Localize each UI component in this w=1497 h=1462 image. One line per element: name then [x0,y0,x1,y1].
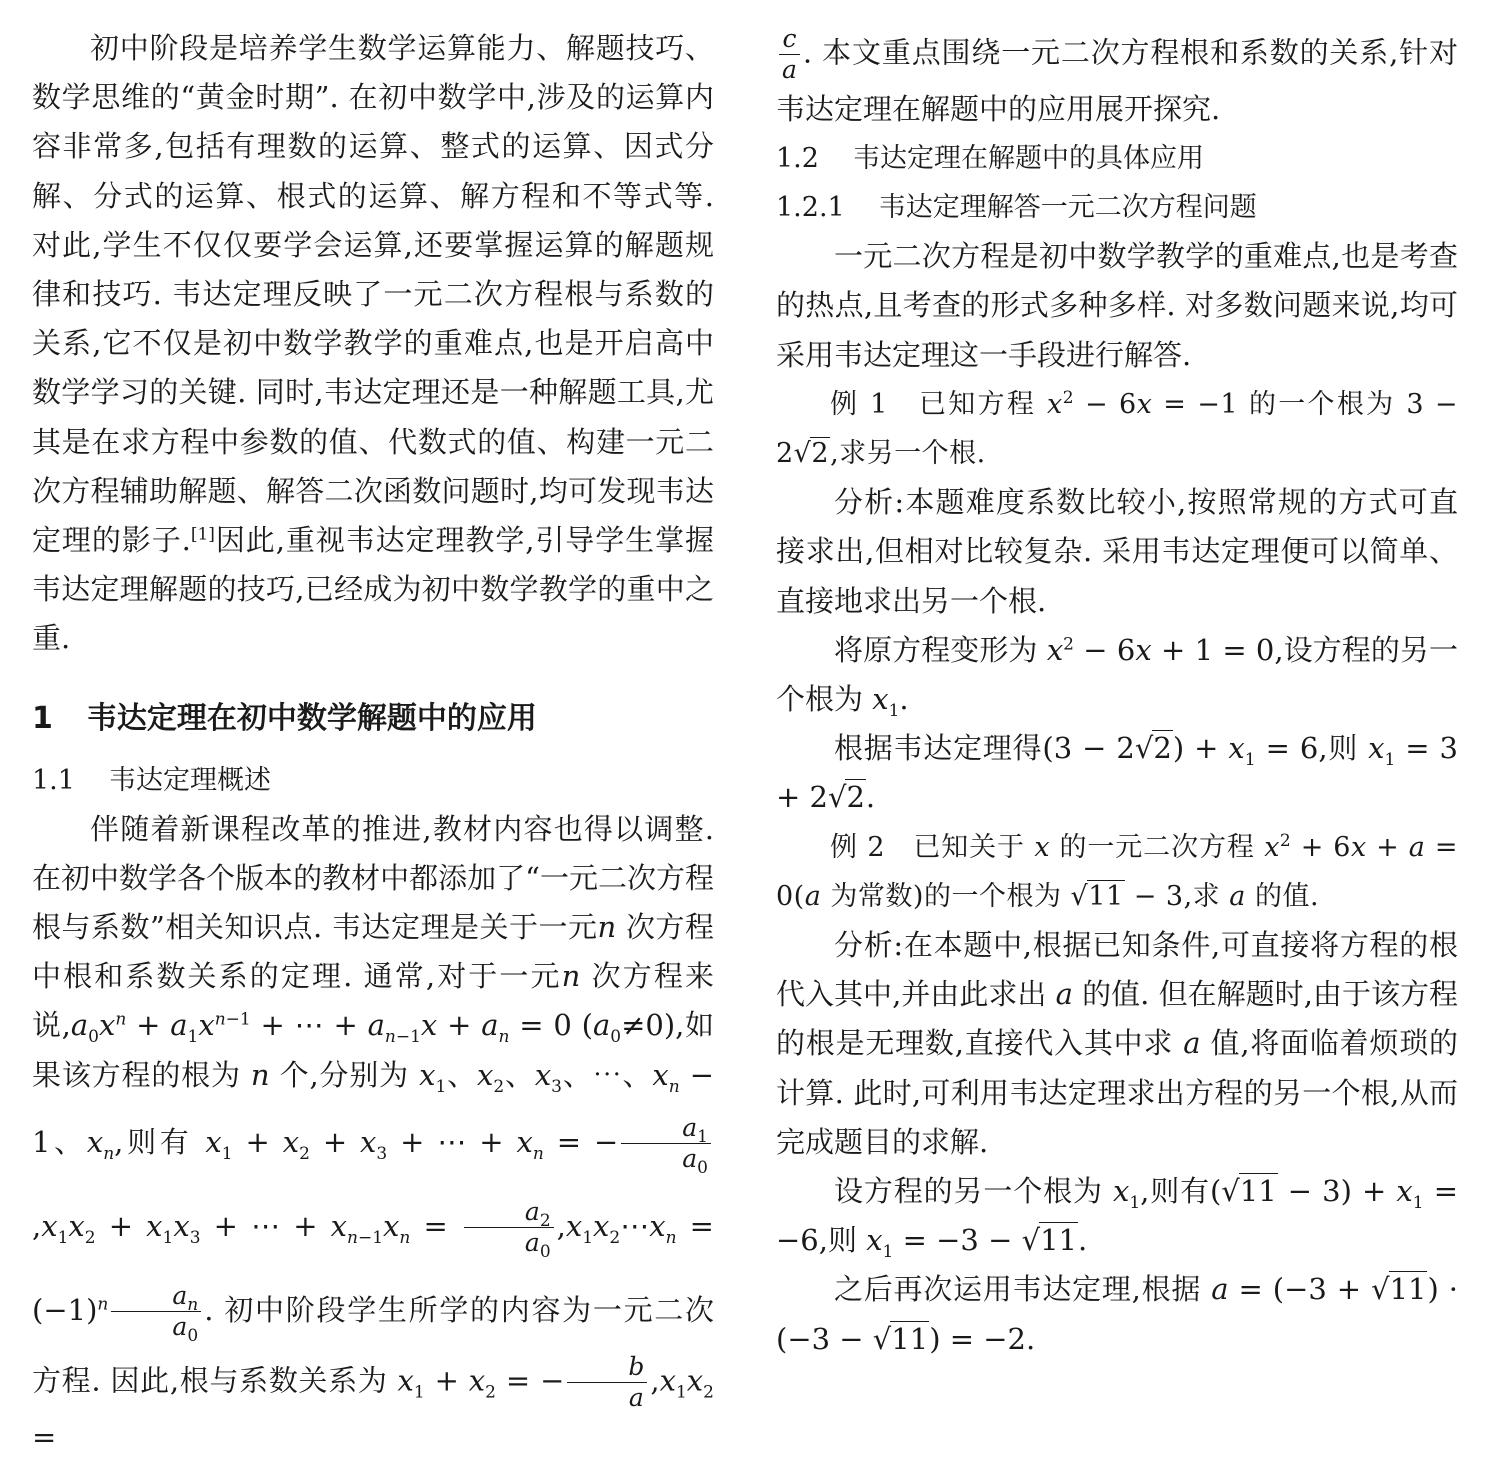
section-heading: 1 韦达定理在初中数学解题中的应用 [32,700,537,736]
example-1-step-1: 将原方程变形为 $x^2 - 6x + 1 = 0$,设方程的另一个根为 $x_1$. [776,632,1459,721]
fraction: $\frac{c}{a}$ [779,24,800,85]
left-column [32,24,714,1462]
quadratic-intro-paragraph: 一元二次方程是初中数学教学的重难点,也是考查的热点,且考查的形式多种多样. 对多数问题来说,均可采用韦达定理这一手段进行解答. [776,239,1458,372]
intro-paragraph: 初中阶段是培养学生数学运算能力、解题技巧、数学思维的“黄金时期”. 在初中数学中,涉及的运算内容非常多,包括有理数的运算、整式的运算、因式分解、分式的运算、根式的运算、解方程和不等式等. 对此,学生不仅仅要学会运算,还要掌握运算的解题规律和技巧. 韦达定理反映了一元二次方程根与系数的关系,它不仅是初中数学教学的重难点,也是开启高中数学学习的关键. 同时,韦达定理还是一种解题工具,尤其是在求方程中参数的值、代数式的值、构建一元二次方程辅助解题、解答二次函数问题时,均可发现韦达定理的影子.[1]因此,重视韦达定理教学,引导学生掌握韦达定理解题的技巧,已经成为初中数学教学的重中之重. [32,31,715,656]
example-1-statement: 例 1 已知方程 $x^2 - 6x = -1$ 的一个根为 3 − 2√2,求另一个根. [776,387,1458,470]
fraction: $\frac{a_n}{a_0}$ [111,1281,201,1342]
example-2-statement: 例 2 已知关于 x 的一元二次方程 $x^2 + 6x + a = 0(a$ 为常数)的一个根为 √11 − 3,求 a 的值. [776,830,1458,912]
vieta-overview-paragraph: 伴随着新课程改革的推进,教材内容也得以调整. 在初中数学各个版本的教材中都添加了“一元二次方程根与系数”相关知识点. 韦达定理是关于一元n 次方程中根和系数关系的定理. 通常,对于一元n 次方程来说$,a_0x^n + a_1x^{n-1}$ + ⋯ + $a_{n-1}x + a_n = 0$ $(a_0\ne 0)$,如果该方程的根为 n 个,分别为 $x_1$、$x_2$、$x_3$、⋯、$x_n - 1$、$x_n$,则有 $x_1 + x_2 + x_3$ + ⋯ + $x_n$ = − $\frac{a_1}{a_0}$ $,x_1x_2 + x_1x_3$ + ⋯ + $x_{n-1}x_n$ = $\frac{a_2}{a_0}$ $,x_1x_2\cdots x_n = (-1)^n$ $\frac{a_n}{a_0}$ . 初中阶段学生所学的内容为一元二次方程. 因此,根与系数关系为 $x_1 + x_2$ = − $\frac{b}{a}$ $,x_1x_2$ = [32,811,715,1454]
subsection-heading-1-1: 1.1 韦达定理概述 [32,764,271,796]
subsection-heading-1-2: 1.2 韦达定理在解题中的具体应用 [776,143,1204,175]
continued-paragraph: $\frac{c}{a}$ . 本文重点围绕一元二次方程根和系数的关系,针对韦达定理在解题中的应用展开探究. [776,24,1458,126]
example-2-step-2: 之后再次运用韦达定理,根据 a = (−3 + √11) · (−3 − √11) = −2. [776,1272,1459,1356]
example-2-step-1: 设方程的另一个根为 $x_1$,则有$(√11 - 3) + x_1 = -6$,则 $x_1 = -3 - √11$. [776,1174,1458,1263]
example-2-analysis: 分析:在本题中,根据已知条件,可直接将方程的根代入其中,并由此求出 a 的值. 但在解题时,由于该方程的根是无理数,直接代入其中求 a 值,将面临着烦琐的计算. 此时,可利用韦达定理求出方程的另一个根,从而完成题目的求解. [776,928,1459,1159]
example-1-step-2: 根据韦达定理得$(3 - 2√2) + x_1 = 6$,则 $x_1 = 3 + 2√2$. [776,731,1459,815]
right-column [776,24,1458,1364]
citation-ref: [1] [190,524,215,545]
fraction: $\frac{b}{a}$ [567,1352,647,1413]
fraction: $\frac{a_1}{a_0}$ [621,1113,711,1174]
fraction: $\frac{a_2}{a_0}$ [464,1197,554,1258]
subsection-heading-1-2-1: 1.2.1 韦达定理解答一元二次方程问题 [776,192,1257,224]
example-1-analysis: 分析:本题难度系数比较小,按照常规的方式可直接求出,但相对比较复杂. 采用韦达定理便可以简单、直接地求出另一个根. [776,485,1458,618]
